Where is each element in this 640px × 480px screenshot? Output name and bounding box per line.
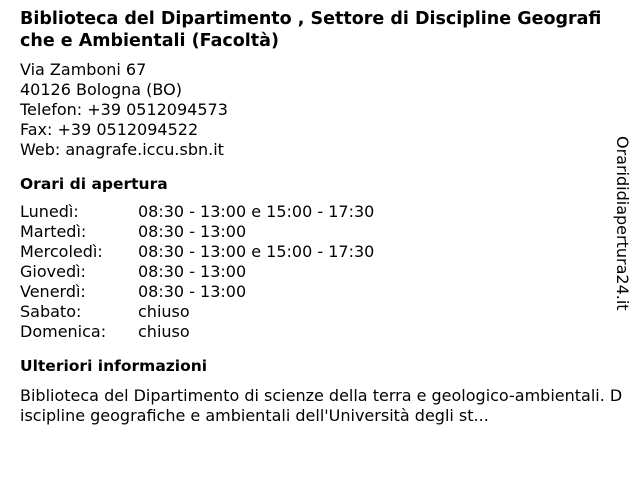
hours-time: 08:30 - 13:00 (138, 222, 247, 241)
hours-time: 08:30 - 13:00 e 15:00 - 17:30 (138, 202, 375, 221)
city-address: 40126 Bologna (BO) (20, 80, 182, 99)
hours-row (20, 222, 610, 242)
hours-time: 08:30 - 13:00 e 15:00 - 17:30 (138, 242, 375, 261)
hours-row (20, 302, 610, 322)
phone-number: Telefon: +39 0512094573 (20, 100, 228, 119)
hours-day: Domenica: (20, 322, 107, 341)
hours-row (20, 282, 610, 302)
hours-row (20, 202, 610, 222)
library-title: Biblioteca del Dipartimento , Settore di Discipline Geografiche e Ambientali (Facoltà) (20, 9, 602, 51)
hours-day: Venerdì: (20, 282, 86, 301)
hours-day: Sabato: (20, 302, 82, 321)
hours-day: Mercoledì: (20, 242, 103, 261)
hours-day: Lunedì: (20, 202, 79, 221)
fax-number: Fax: +39 0512094522 (20, 120, 199, 139)
opening-hours-heading: Orari di apertura (20, 175, 168, 193)
street-address: Via Zamboni 67 (20, 60, 147, 79)
opening-hours-table (20, 202, 610, 342)
hours-row (20, 242, 610, 262)
hours-time: 08:30 - 13:00 (138, 262, 247, 281)
website-link[interactable]: Web: anagrafe.iccu.sbn.it (20, 140, 224, 159)
hours-time: chiuso (138, 322, 190, 341)
address-block (20, 60, 610, 160)
hours-time: 08:30 - 13:00 (138, 282, 247, 301)
brand-text: Orarididiapertura24.it (613, 135, 632, 311)
hours-row (20, 262, 610, 282)
brand-watermark (612, 136, 632, 310)
more-info-text: Biblioteca del Dipartimento di scienze della terra e geologico-ambientali. Discipline geografiche e ambientali dell'Università degli st... (20, 386, 623, 425)
hours-time: chiuso (138, 302, 190, 321)
hours-day: Martedì: (20, 222, 87, 241)
hours-day: Giovedì: (20, 262, 86, 281)
more-info-heading: Ulteriori informazioni (20, 357, 208, 375)
hours-row (20, 322, 610, 342)
